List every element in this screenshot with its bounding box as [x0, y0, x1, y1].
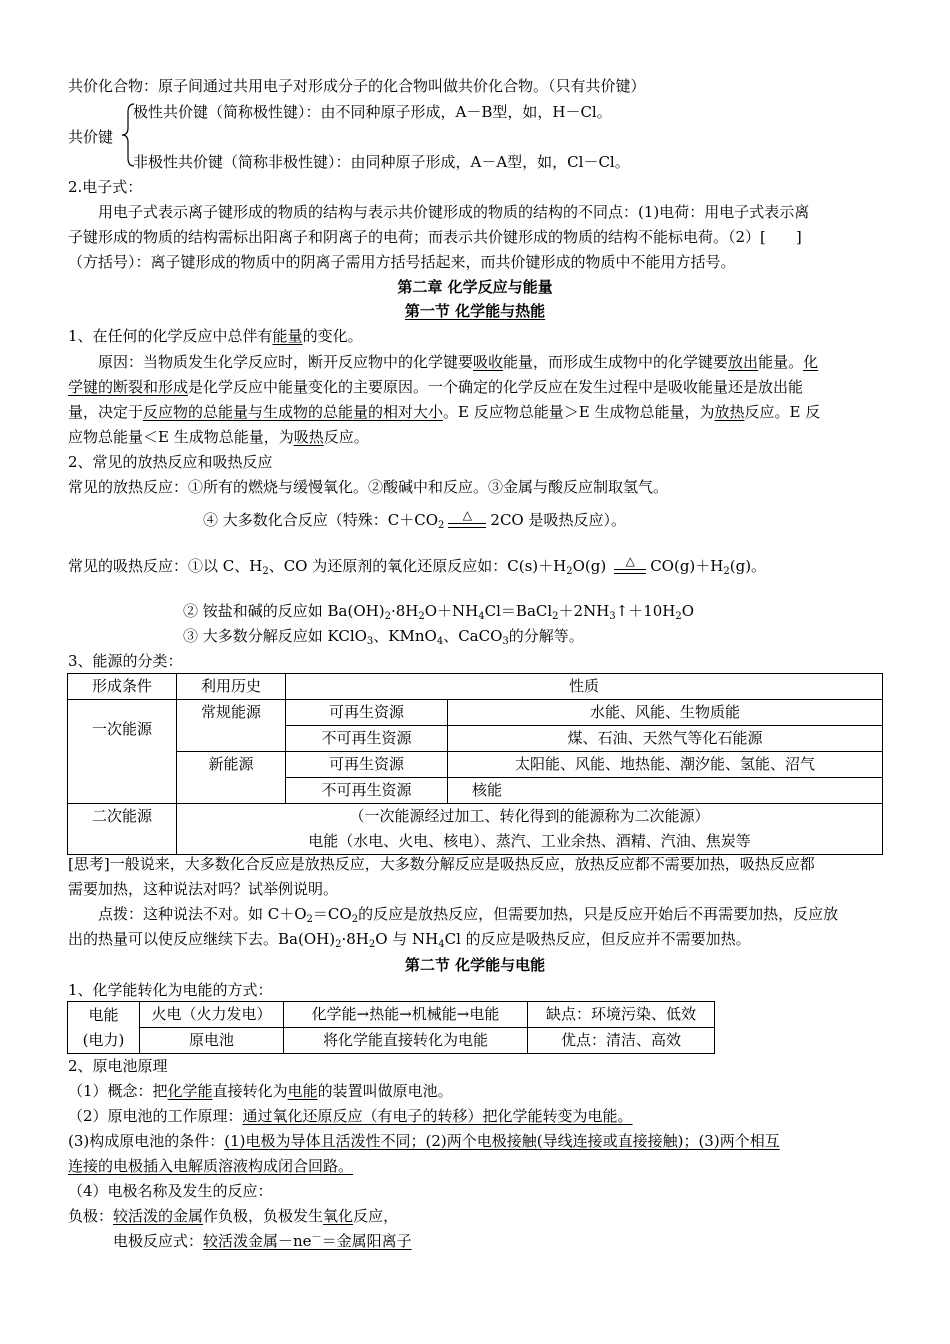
polar-bond-text: 极性共价键（简称极性键）：由不同种原子形成，A－B型，如，H－Cl。: [133, 103, 612, 121]
chapter-title: 第二章 化学反应与能量: [397, 278, 553, 296]
table-cell: 可再生资源: [286, 700, 448, 726]
table-cell: 优点：清洁、高效: [528, 1028, 715, 1054]
covalent-definition: 共价化合物：原子间通过共用电子对形成分子的化合物叫做共价化合物。（只有共价键）: [68, 77, 646, 95]
new-energy-cell: 新能源: [177, 752, 286, 804]
endothermic-line2: ② 铵盐和碱的反应如 $Ba(OH)_2\cdot 8H_2O+NH_4Cl=BaCl_2+2NH_3↑+10H_2O$: [183, 602, 695, 622]
table-cell: 不可再生资源: [286, 726, 448, 752]
item1-energy-change: 1、在任何的化学反应中总伴有能量的变化。: [68, 327, 363, 345]
table-header: 形成条件: [68, 674, 177, 700]
electron-formula-heading: 2.电子式：: [68, 178, 143, 196]
cell-concept: （1）概念：把化学能直接转化为电能的装置叫做原电池。: [68, 1082, 453, 1100]
think-line1: [思考]一般说来，大多数化合反应是放热反应，大多数分解反应是吸热反应，放热反应都不需要加热，吸热反应都: [68, 855, 815, 873]
item2-heading: 2、常见的放热反应和吸热反应: [68, 453, 273, 471]
s2-item2: 2、原电池原理: [68, 1057, 168, 1075]
cell-conditions-line1: (3)构成原电池的条件：(1)电极为导体且活泼性不同；(2)两个电极接触(导线连接或直接接触)；(3)两个相互: [68, 1132, 780, 1150]
table-header: 利用历史: [177, 674, 286, 700]
secondary-energy-cell: 二次能源: [68, 804, 177, 855]
primary-energy-cell: 一次能源: [68, 700, 177, 804]
cell-conditions-line2: 连接的电极插入电解质溶液构成闭合回路。: [68, 1157, 354, 1175]
conventional-energy-cell: 常规能源: [177, 700, 286, 752]
electricity-table: [67, 1001, 715, 1054]
nonpolar-bond-text: 非极性共价键（简称非极性键）：由同种原子形成，A－A型，如，Cl－Cl。: [133, 153, 630, 171]
think-line4: 出的热量可以使反应继续下去。$Ba(OH)_2\cdot 8H_2O$ 与 $NH_4Cl$ 的反应是吸热反应，但反应并不需要加热。: [68, 930, 751, 950]
secondary-energy-desc: [177, 804, 883, 855]
cell-principle: （2）原电池的工作原理：通过氧化还原反应（有电子的转移）把化学能转变为电能。: [68, 1107, 633, 1125]
secondary-definition: （一次能源经过加工、转化得到的能源称为二次能源）: [349, 807, 710, 825]
reason-line2: 学键的断裂和形成是化学反应中能量变化的主要原因。一个确定的化学反应在发生过程中是吸收能量还是放出能: [68, 378, 804, 396]
table-header: 性质: [286, 674, 883, 700]
secondary-list: 电能（水电、火电、核电）、蒸汽、工业余热、酒精、汽油、焦炭等: [308, 832, 751, 850]
table-cell: 化学能→热能→机械能→电能: [284, 1002, 528, 1028]
reason-line4: 应物总能量＜E 生成物总能量，为吸热反应。: [68, 428, 369, 446]
electron-paragraph-line2: 子键形成的物质的结构需标出阳离子和阴离子的电荷；而表示共价键形成的物质的结构不能标电荷。（2）[ ]: [68, 228, 802, 246]
heat-condition-sign: △: [446, 510, 488, 531]
negative-electrode: 负极：较活泼的金属作负极，负极发生氧化反应，: [68, 1207, 399, 1225]
table-cell: 缺点：环境污染、低效: [528, 1002, 715, 1028]
table-cell: 太阳能、风能、地热能、潮汐能、氢能、沼气: [448, 752, 883, 778]
table-cell: 将化学能直接转化为电能: [284, 1028, 528, 1054]
electron-paragraph-line3: （方括号）：离子键形成的物质中的阴离子需用方括号括起来，而共价键形成的物质中不能用方括号。: [68, 253, 736, 271]
electron-paragraph-line1: 用电子式表示离子键形成的物质的结构与表示共价键形成的物质的结构的不同点：(1)电荷：用电子式表示离: [98, 203, 810, 221]
think-line3: 点拨：这种说法不对。如 $C+O_2=CO_2$的反应是放热反应，但需要加热，只是反应开始后不再需要加热，反应放: [98, 905, 839, 925]
table-cell: 火电（火力发电）: [140, 1002, 284, 1028]
table-cell: 核能: [448, 778, 883, 804]
endothermic-line1: 常见的吸热反应：①以 C、$H_2$、CO 为还原剂的氧化还原反应如：$C(s)+H_2O(g)$ △ $CO(g)+H_2(g)$。: [68, 554, 767, 577]
electricity-label-sub: (电力): [82, 1030, 125, 1049]
endothermic-line3: ③ 大多数分解反应如 KClO$_3$、KMnO$_4$、CaCO$_3$的分解等。: [183, 627, 584, 647]
s2-item1: 1、化学能转化为电能的方式：: [68, 981, 273, 999]
reason-line3: 量，决定于反应物的总能量与生成物的总能量的相对大小。E 反应物总能量＞E 生成物总能量，为放热反应。E 反: [68, 403, 821, 421]
table-cell: 煤、石油、天然气等化石能源: [448, 726, 883, 752]
electrode-heading: （4）电极名称及发生的反应：: [68, 1182, 273, 1200]
exothermic-line1: 常见的放热反应：①所有的燃烧与缓慢氧化。②酸碱中和反应。③金属与酸反应制取氢气。: [68, 478, 669, 496]
electricity-label: 电能: [88, 1005, 119, 1024]
think-line2: 需要加热，这种说法对吗？试举例说明。: [68, 880, 339, 898]
table-cell: 不可再生资源: [286, 778, 448, 804]
reason-line1: 原因：当物质发生化学反应时，断开反应物中的化学键要吸收能量，而形成生成物中的化学键要放出能量。化: [98, 353, 819, 371]
table-cell: 原电池: [140, 1028, 284, 1054]
section2-title: 第二节 化学能与电能: [404, 956, 546, 974]
energy-classification-table: [67, 673, 883, 855]
section1-title: 第一节 化学能与热能: [404, 302, 546, 320]
exothermic-line2: ④ 大多数化合反应（特殊：$C+CO_2^\triangle$ 2CO 是吸热反应）。: [203, 508, 626, 531]
table-cell: 可再生资源: [286, 752, 448, 778]
covalent-bond-label: 共价键: [68, 128, 114, 146]
item3-heading: 3、能源的分类：: [68, 652, 183, 670]
electricity-label-cell: [68, 1002, 140, 1054]
electrode-reaction: 电极反应式：较活泼金属－ne－＝金属阳离子: [113, 1232, 412, 1250]
heat-condition-sign: △: [612, 556, 648, 577]
table-cell: 水能、风能、生物质能: [448, 700, 883, 726]
